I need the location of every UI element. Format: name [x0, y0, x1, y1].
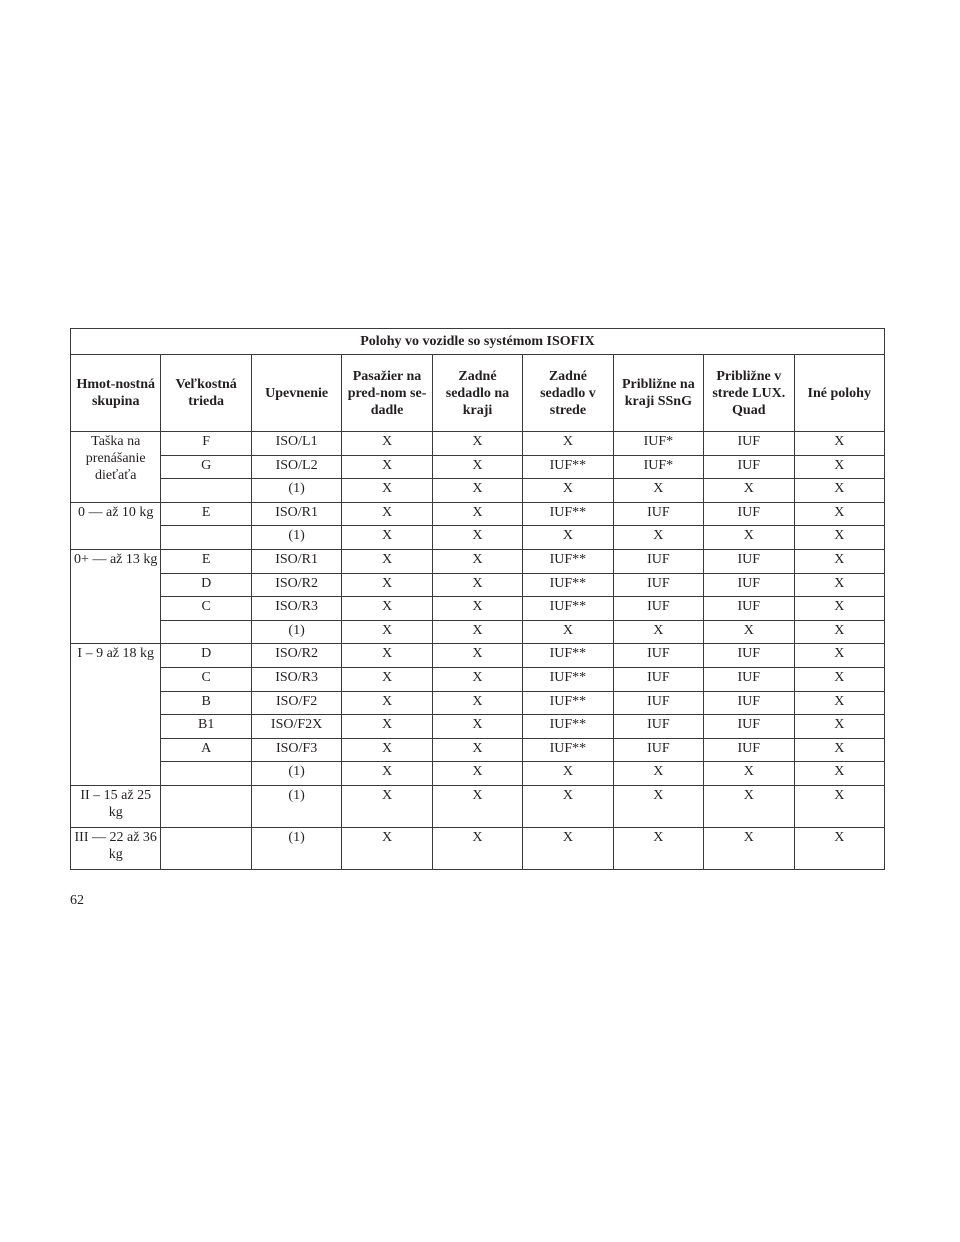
table-cell: X: [523, 432, 613, 456]
table-cell: IUF**: [523, 691, 613, 715]
table-cell: D: [161, 644, 251, 668]
table-row: [71, 597, 885, 621]
column-header: Iné polohy: [794, 355, 885, 432]
table-cell: X: [794, 597, 885, 621]
column-header: Približne na kraji SSnG: [613, 355, 703, 432]
table-cell: (1): [251, 827, 341, 869]
table-cell: IUF: [704, 432, 794, 456]
table-cell: IUF: [704, 715, 794, 739]
column-header: Veľkostná trieda: [161, 355, 251, 432]
table-cell: IUF: [613, 691, 703, 715]
table-cell: X: [432, 667, 522, 691]
table-cell: IUF**: [523, 573, 613, 597]
table-cell: X: [432, 573, 522, 597]
table-cell: F: [161, 432, 251, 456]
table-cell: X: [704, 620, 794, 644]
table-row: [71, 644, 885, 668]
table-cell: ISO/R3: [251, 597, 341, 621]
table-cell: X: [523, 526, 613, 550]
page-number: 62: [70, 893, 84, 908]
table-cell: X: [432, 597, 522, 621]
table-cell: X: [432, 620, 522, 644]
table-row: [71, 573, 885, 597]
table-cell: X: [794, 502, 885, 526]
table-cell: [161, 827, 251, 869]
table-cell: IUF: [704, 644, 794, 668]
table-cell: X: [613, 526, 703, 550]
table-cell: IUF: [704, 597, 794, 621]
table-cell: ISO/F3: [251, 738, 341, 762]
table-cell: ISO/R2: [251, 644, 341, 668]
table-cell: X: [613, 479, 703, 503]
table-cell: X: [794, 715, 885, 739]
table-cell: IUF**: [523, 597, 613, 621]
table-cell: X: [342, 432, 432, 456]
table-cell: X: [342, 526, 432, 550]
table-cell: X: [704, 479, 794, 503]
table-row: [71, 479, 885, 503]
table-cell: X: [613, 785, 703, 827]
table-cell: X: [432, 455, 522, 479]
table-cell: X: [523, 762, 613, 786]
table-cell: X: [342, 479, 432, 503]
weight-group-cell: 0 — až 10 kg: [71, 502, 161, 549]
table-cell: [161, 526, 251, 550]
table-cell: X: [794, 526, 885, 550]
table-cell: X: [342, 597, 432, 621]
table-cell: [161, 479, 251, 503]
table-cell: (1): [251, 479, 341, 503]
table-cell: X: [794, 455, 885, 479]
table-cell: ISO/R2: [251, 573, 341, 597]
weight-group-cell: 0+ — až 13 kg: [71, 549, 161, 643]
table-cell: X: [794, 573, 885, 597]
table-cell: X: [432, 827, 522, 869]
table-cell: X: [613, 827, 703, 869]
table-cell: IUF*: [613, 432, 703, 456]
table-cell: X: [794, 620, 885, 644]
table-cell: E: [161, 502, 251, 526]
table-cell: X: [523, 479, 613, 503]
table-cell: [161, 785, 251, 827]
table-cell: IUF**: [523, 738, 613, 762]
weight-group-cell: III — 22 až 36 kg: [71, 827, 161, 869]
table-cell: IUF: [704, 691, 794, 715]
table-cell: (1): [251, 526, 341, 550]
table-row: [71, 785, 885, 827]
table-cell: IUF*: [613, 455, 703, 479]
table-cell: X: [432, 644, 522, 668]
table-cell: X: [342, 455, 432, 479]
table-cell: X: [704, 762, 794, 786]
table-cell: X: [794, 644, 885, 668]
table-cell: IUF: [704, 549, 794, 573]
table-row: [71, 502, 885, 526]
isofix-positions-table: [70, 328, 885, 870]
column-header: Upevnenie: [251, 355, 341, 432]
column-header: Približne v strede LUX. Quad: [704, 355, 794, 432]
table-cell: IUF**: [523, 644, 613, 668]
table-cell: X: [794, 827, 885, 869]
table-cell: X: [794, 691, 885, 715]
table-cell: X: [794, 667, 885, 691]
table-cell: X: [794, 549, 885, 573]
table-cell: ISO/F2: [251, 691, 341, 715]
column-header: Pasažier na pred-nom se-dadle: [342, 355, 432, 432]
table-cell: X: [342, 667, 432, 691]
table-cell: IUF: [704, 738, 794, 762]
table-cell: ISO/F2X: [251, 715, 341, 739]
table-cell: IUF: [704, 573, 794, 597]
table-cell: IUF: [704, 455, 794, 479]
table-cell: ISO/R1: [251, 549, 341, 573]
table-cell: IUF: [613, 738, 703, 762]
table-cell: X: [432, 715, 522, 739]
table-cell: X: [432, 691, 522, 715]
table-cell: X: [794, 479, 885, 503]
table-cell: IUF**: [523, 715, 613, 739]
table-cell: X: [432, 762, 522, 786]
table-title: Polohy vo vozidle so systémom ISOFIX: [71, 329, 885, 355]
table-cell: X: [342, 827, 432, 869]
table-cell: IUF: [613, 549, 703, 573]
table-row: [71, 620, 885, 644]
table-cell: X: [523, 785, 613, 827]
table-cell: IUF: [704, 667, 794, 691]
table-cell: X: [342, 549, 432, 573]
table-cell: X: [342, 691, 432, 715]
table-row: [71, 827, 885, 869]
table-cell: IUF: [613, 502, 703, 526]
table-cell: X: [432, 432, 522, 456]
column-header: Hmot-nostná skupina: [71, 355, 161, 432]
table-cell: IUF**: [523, 667, 613, 691]
header-row: [71, 355, 885, 432]
table-cell: X: [342, 738, 432, 762]
table-cell: X: [342, 620, 432, 644]
table-cell: G: [161, 455, 251, 479]
weight-group-cell: Taška na prenášanie dieťaťa: [71, 432, 161, 503]
table-cell: X: [432, 549, 522, 573]
table-cell: X: [794, 738, 885, 762]
table-cell: [161, 762, 251, 786]
table-row: [71, 691, 885, 715]
table-cell: (1): [251, 762, 341, 786]
table-cell: X: [794, 432, 885, 456]
table-cell: X: [342, 573, 432, 597]
weight-group-cell: I – 9 až 18 kg: [71, 644, 161, 786]
table-row: [71, 762, 885, 786]
table-row: [71, 715, 885, 739]
table-row: [71, 667, 885, 691]
table-cell: X: [704, 526, 794, 550]
table-cell: IUF: [613, 667, 703, 691]
table-cell: X: [342, 715, 432, 739]
table-row: [71, 549, 885, 573]
table-cell: C: [161, 667, 251, 691]
table-row: [71, 526, 885, 550]
table-cell: X: [432, 502, 522, 526]
table-cell: X: [342, 785, 432, 827]
table-cell: X: [432, 479, 522, 503]
table-cell: ISO/L2: [251, 455, 341, 479]
table-cell: IUF**: [523, 455, 613, 479]
weight-group-cell: II – 15 až 25 kg: [71, 785, 161, 827]
table-cell: A: [161, 738, 251, 762]
table-cell: X: [342, 644, 432, 668]
table-cell: IUF: [613, 715, 703, 739]
table-cell: D: [161, 573, 251, 597]
table-cell: ISO/R3: [251, 667, 341, 691]
table-cell: X: [523, 827, 613, 869]
table-cell: X: [432, 738, 522, 762]
table-cell: IUF: [613, 597, 703, 621]
table-row: [71, 455, 885, 479]
table-cell: X: [613, 762, 703, 786]
table-row: [71, 738, 885, 762]
table-cell: (1): [251, 785, 341, 827]
table-row: [71, 432, 885, 456]
table-cell: ISO/L1: [251, 432, 341, 456]
table-cell: X: [342, 502, 432, 526]
table-cell: X: [704, 827, 794, 869]
table-cell: X: [704, 785, 794, 827]
table-cell: B1: [161, 715, 251, 739]
table-cell: X: [794, 785, 885, 827]
table-cell: X: [432, 785, 522, 827]
table-cell: [161, 620, 251, 644]
table-cell: IUF: [704, 502, 794, 526]
table-cell: B: [161, 691, 251, 715]
table-cell: X: [523, 620, 613, 644]
table-cell: X: [613, 620, 703, 644]
table-cell: IUF**: [523, 549, 613, 573]
table-cell: IUF: [613, 573, 703, 597]
table-cell: X: [432, 526, 522, 550]
column-header: Zadné sedadlo v strede: [523, 355, 613, 432]
column-header: Zadné sedadlo na kraji: [432, 355, 522, 432]
table-cell: ISO/R1: [251, 502, 341, 526]
table-cell: E: [161, 549, 251, 573]
table-cell: IUF: [613, 644, 703, 668]
table-cell: IUF**: [523, 502, 613, 526]
table-cell: X: [342, 762, 432, 786]
table-cell: (1): [251, 620, 341, 644]
table-cell: C: [161, 597, 251, 621]
table-cell: X: [794, 762, 885, 786]
